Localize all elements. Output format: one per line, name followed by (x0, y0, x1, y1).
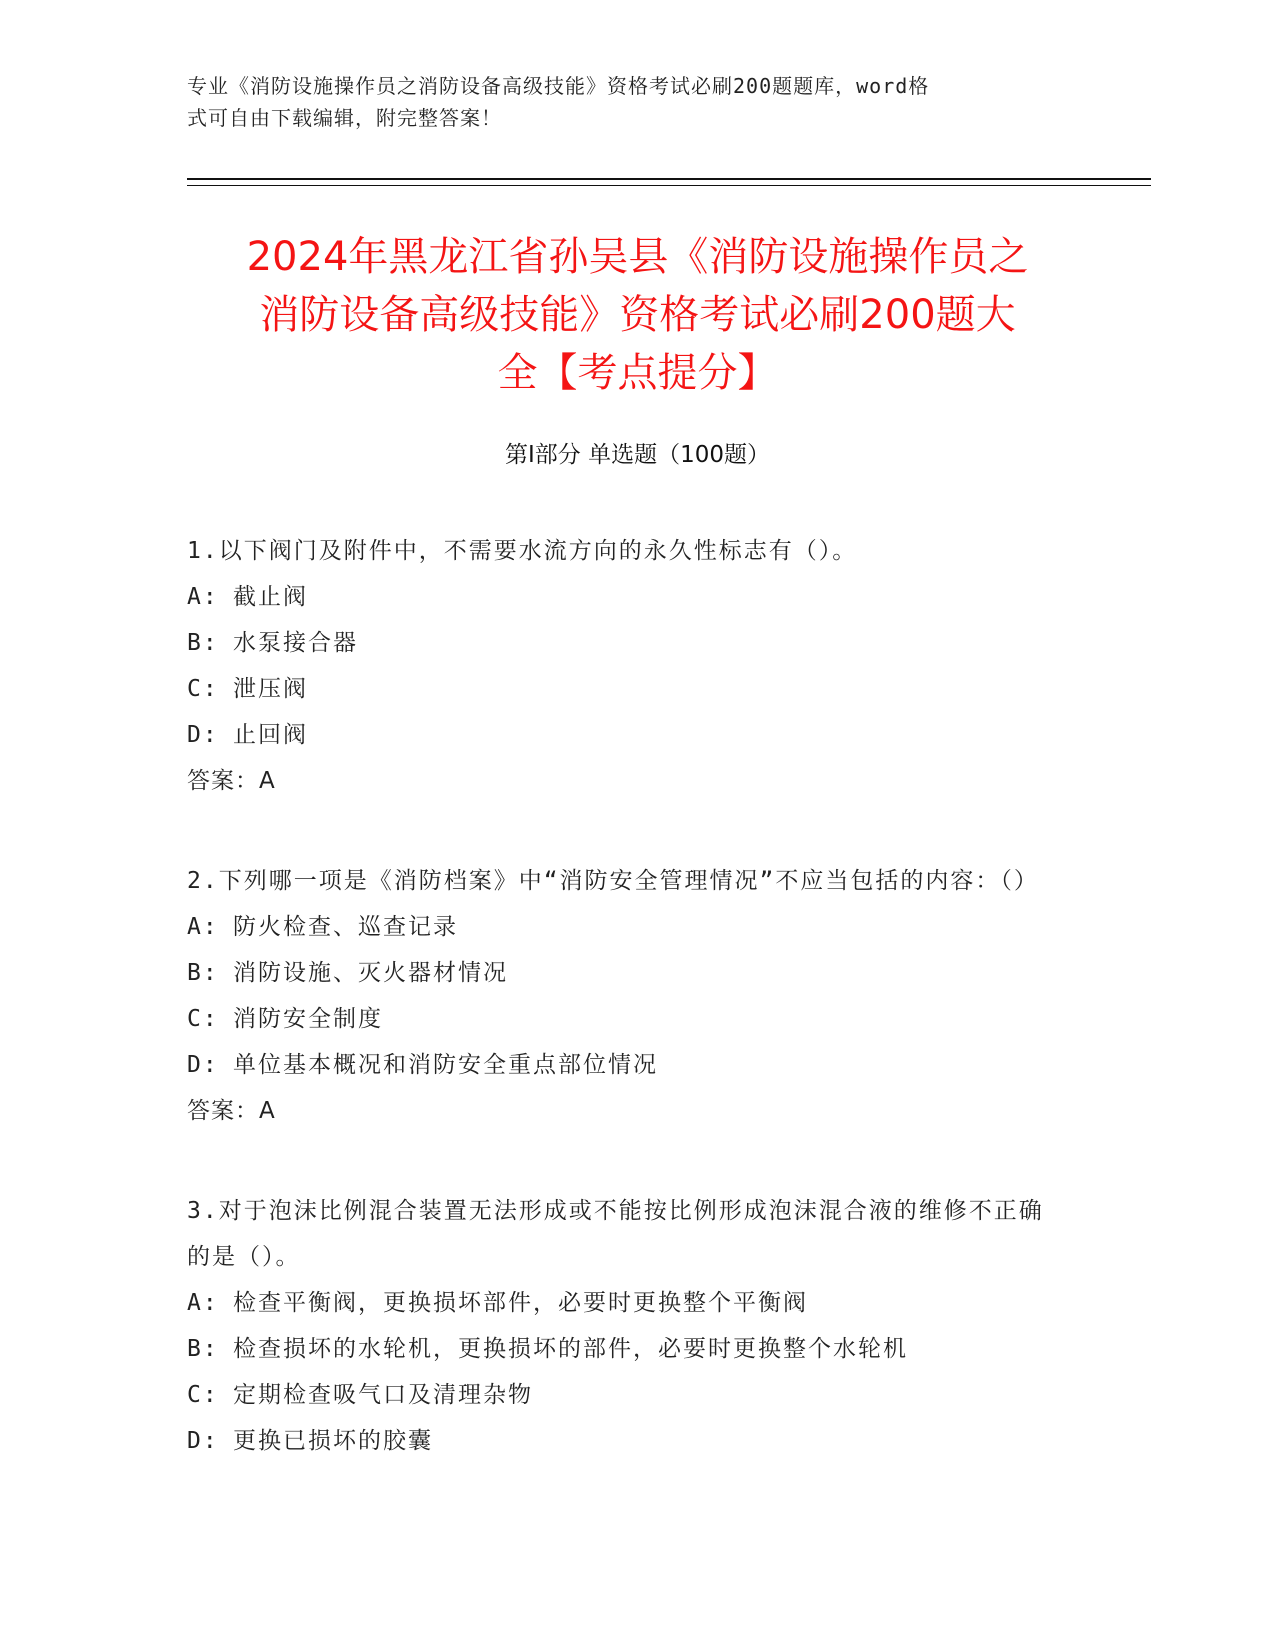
option-d (187, 1418, 1047, 1464)
answer-line: 答案：A (187, 1098, 276, 1124)
option-letter: A: (187, 584, 219, 610)
document-title (187, 228, 1088, 402)
option-text: 泄压阀 (233, 676, 308, 702)
option-text: 止回阀 (233, 722, 308, 748)
option-letter: A: (187, 1290, 219, 1316)
option-text: 检查平衡阀，更换损坏部件，必要时更换整个平衡阀 (233, 1290, 808, 1316)
question-list (187, 528, 1047, 1518)
option-a (187, 904, 1047, 950)
header-divider-thin (187, 185, 1151, 186)
title-line-3: 全【考点提分】 (497, 350, 778, 396)
option-letter: B: (187, 960, 219, 986)
option-text: 定期检查吸气口及清理杂物 (233, 1382, 533, 1408)
question-3 (187, 1188, 1047, 1464)
option-d (187, 1042, 1047, 1088)
section-heading: 第Ⅰ部分 单选题（100题） (505, 442, 770, 468)
option-text: 更换已损坏的胶囊 (233, 1428, 433, 1454)
option-letter: B: (187, 630, 219, 656)
option-c (187, 996, 1047, 1042)
option-c (187, 1372, 1047, 1418)
option-d (187, 712, 1047, 758)
option-letter: C: (187, 676, 219, 702)
header-line-2: 式可自由下载编辑，附完整答案！ (187, 106, 502, 130)
option-text: 消防设施、灭火器材情况 (233, 960, 508, 986)
question-stem: 2.下列哪一项是《消防档案》中“消防安全管理情况”不应当包括的内容：（） (187, 868, 1039, 894)
option-text: 防火检查、巡查记录 (233, 914, 458, 940)
option-c (187, 666, 1047, 712)
option-letter: D: (187, 1428, 219, 1454)
option-letter: D: (187, 1052, 219, 1078)
answer-line: 答案：A (187, 768, 276, 794)
option-a (187, 1280, 1047, 1326)
option-letter: D: (187, 722, 219, 748)
option-letter: C: (187, 1006, 219, 1032)
question-1 (187, 528, 1047, 804)
page-header (187, 70, 1067, 134)
option-a (187, 574, 1047, 620)
option-text: 消防安全制度 (233, 1006, 383, 1032)
option-letter: A: (187, 914, 219, 940)
title-line-2: 消防设备高级技能》资格考试必刷200题大 (259, 292, 1016, 338)
title-line-1: 2024年黑龙江省孙吴县《消防设施操作员之 (246, 234, 1029, 280)
option-letter: C: (187, 1382, 219, 1408)
header-line-1: 专业《消防设施操作员之消防设备高级技能》资格考试必刷200题题库，word格 (187, 74, 930, 98)
question-stem: 3.对于泡沫比例混合装置无法形成或不能按比例形成泡沫混合液的维修不正确的是（）。 (187, 1198, 1044, 1270)
option-text: 截止阀 (233, 584, 308, 610)
option-letter: B: (187, 1336, 219, 1362)
question-stem: 1.以下阀门及附件中，不需要水流方向的永久性标志有（）。 (187, 538, 858, 564)
option-b (187, 1326, 1047, 1372)
header-divider-thick (187, 178, 1151, 180)
option-text: 单位基本概况和消防安全重点部位情况 (233, 1052, 658, 1078)
question-2 (187, 858, 1047, 1134)
option-text: 检查损坏的水轮机，更换损坏的部件，必要时更换整个水轮机 (233, 1336, 908, 1362)
option-text: 水泵接合器 (233, 630, 358, 656)
option-b (187, 950, 1047, 996)
option-b (187, 620, 1047, 666)
